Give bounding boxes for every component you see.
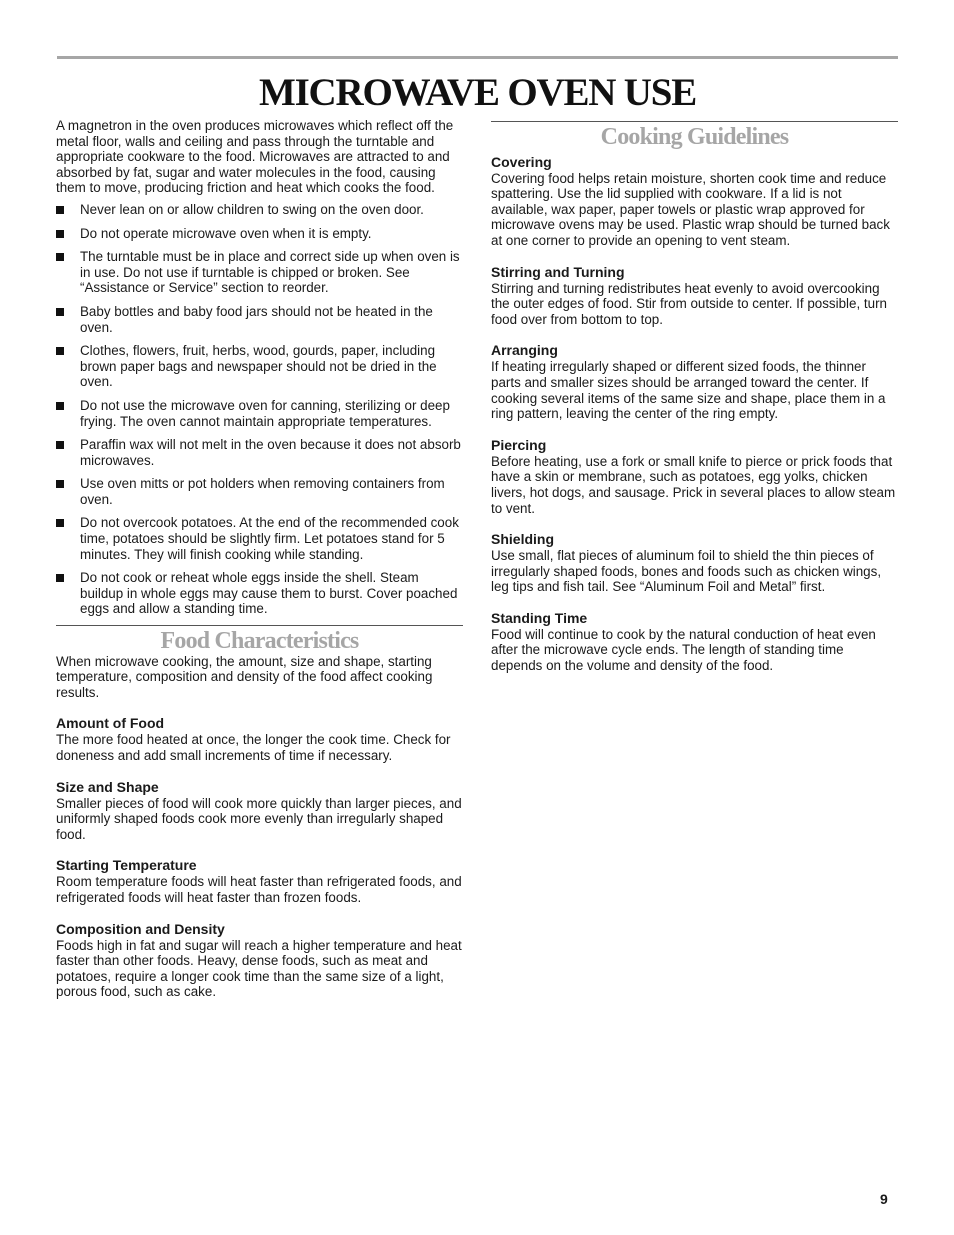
subsection-title: Composition and Density [56,920,225,937]
square-bullet-icon [56,519,64,527]
square-bullet-icon [56,308,64,316]
subsection-text: If heating irregularly shaped or different sized foods, the thinner parts and smaller sizes should be arranged toward the center. If cooking several items of the same size and shape, place them in a ring pattern, leaving the center of the ring empty. [491,359,886,422]
subsection-title: Amount of Food [56,715,165,732]
safety-bullet-list [56,202,463,617]
list-item: Do not operate microwave oven when it is empty. [56,226,463,242]
square-bullet-icon [56,230,64,238]
subsection-text: Foods high in fat and sugar will reach a higher temperature and heat faster than other foods. Heavy, dense foods, such as meat and potatoes, require a longer cook time than the same size of a light, porous food, such as cake. [56,937,462,1000]
cooking-guidelines-heading: Cooking Guidelines [600,124,789,150]
square-bullet-icon [56,574,64,582]
square-bullet-icon [56,441,64,449]
list-item: Never lean on or allow children to swing on the oven door. [56,202,463,218]
list-item: Baby bottles and baby food jars should not be heated in the oven. [56,304,463,335]
list-item: Paraffin wax will not melt in the oven because it does not absorb microwaves. [56,437,463,468]
section-divider [56,625,463,626]
subsection-text: The more food heated at once, the longer the cook time. Check for doneness and add small increments of time if necessary. [56,732,451,763]
subsection-text: Room temperature foods will heat faster than refrigerated foods, and refrigerated foods will heat faster than frozen foods. [56,874,462,905]
page-title: MICROWAVE OVEN USE [258,71,697,114]
list-item: The turntable must be in place and correct side up when oven is in use. Do not use if turntable is chipped or broken. See “Assistance or Service” section to reorder. [56,249,463,296]
list-item: Do not use the microwave oven for canning, sterilizing or deep frying. The oven cannot maintain appropriate temperatures. [56,398,463,429]
subsection-text: Covering food helps retain moisture, shorten cook time and reduce spattering. Use the lid supplied with cookware. If a lid is not available, wax paper, paper towels or plastic wrap approved for microwave ovens may be used. Plastic wrap should be turned back at one corner to provide an opening to vent steam. [491,170,890,248]
subsection-title: Arranging [491,342,558,359]
square-bullet-icon [56,206,64,214]
list-item: Do not overcook potatoes. At the end of the recommended cook time, potatoes should be slightly firm. Let potatoes stand for 5 minutes. They will finish cooking while standing. [56,515,463,562]
list-item: Do not cook or reheat whole eggs inside the shell. Steam buildup in whole eggs may cause them to burst. Cover poached eggs and allow a standing time. [56,570,463,617]
left-column [56,118,463,1015]
food-characteristics-intro: When microwave cooking, the amount, size and shape, starting temperature, composition and density of the food affect cooking results. [56,653,433,700]
subsection-text: Smaller pieces of food will cook more quickly than larger pieces, and uniformly shaped foods cook more evenly than irregularly shaped food. [56,795,462,842]
page-number: 9 [880,1191,888,1207]
subsection-text: Before heating, use a fork or small knife to pierce or prick foods that have a skin or membrane, such as potatoes, egg yolks, chicken livers, hot dogs, and sausage. Prick in several places to allow steam to vent. [491,453,896,516]
food-characteristics-heading: Food Characteristics [160,628,359,655]
subsection-title: Stirring and Turning [491,263,625,280]
subsection-title: Size and Shape [56,778,159,795]
subsection-title: Piercing [491,436,547,453]
intro-paragraph: A magnetron in the oven produces microwaves which reflect off the metal floor, walls and ceiling and pass through the turntable and appropriate cookware to the food. Microwaves are attracted to and absorbed by fat, sugar and water molecules in the food, causing them to move, producing friction and heat which cooks the food. [56,118,454,196]
square-bullet-icon [56,347,64,355]
subsection-title: Shielding [491,531,554,548]
subsection-text: Stirring and turning redistributes heat evenly to avoid overcooking the outer edges of food. Stir from outside to center. If possible, turn food over from bottom to top. [491,280,887,327]
list-item: Use oven mitts or pot holders when removing containers from oven. [56,476,463,507]
square-bullet-icon [56,480,64,488]
subsection-text: Food will continue to cook by the natural conduction of heat even after the microwave cycle ends. The length of standing time depends on the volume and density of the food. [491,626,876,674]
square-bullet-icon [56,253,64,261]
subsection-title: Standing Time [491,609,588,626]
section-divider [491,121,898,122]
right-column [491,118,898,689]
list-item: Clothes, flowers, fruit, herbs, wood, gourds, paper, including brown paper bags and newspaper should not be dried in the oven. [56,343,463,390]
square-bullet-icon [56,402,64,410]
subsection-title: Covering [491,153,552,170]
subsection-text: Use small, flat pieces of aluminum foil to shield the thin pieces of irregularly shaped foods, bones and foods such as chicken wings, leg tips and fish tail. See “Aluminum Foil and Metal” first. [491,548,882,595]
top-rule [57,56,898,59]
subsection-title: Starting Temperature [56,857,197,874]
